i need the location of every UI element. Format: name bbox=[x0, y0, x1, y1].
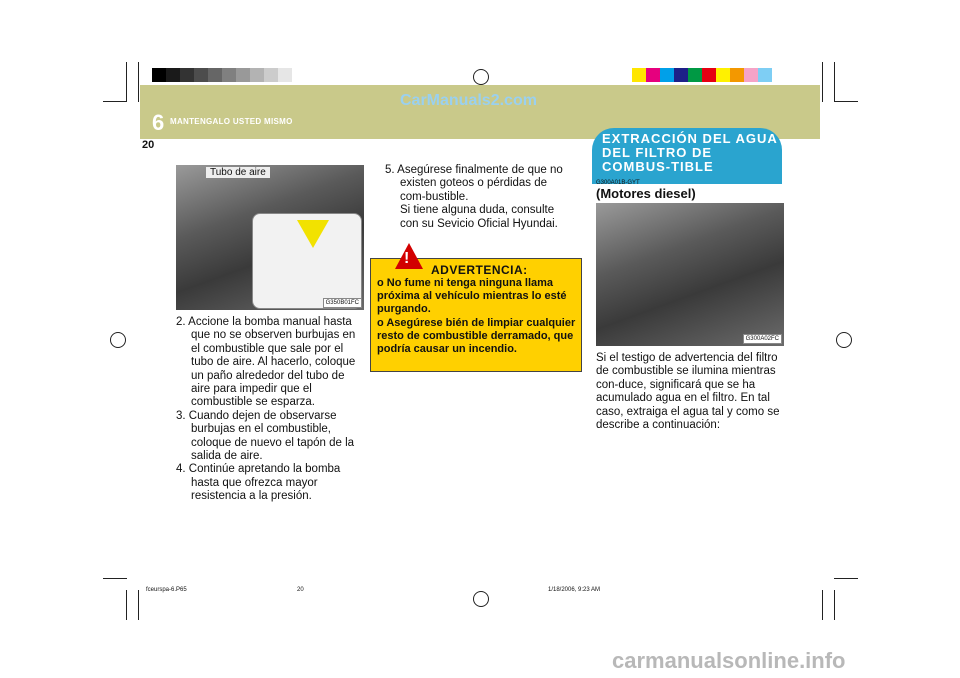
crop-mark bbox=[126, 590, 127, 620]
step-3: 3. Cuando dejen de observarse burbujas en el combustible, coloque de nuevo el tapón de la salida de aire. bbox=[176, 409, 355, 463]
watermark[interactable]: CarManuals2.com bbox=[400, 92, 537, 109]
photo-label: Tubo de aire bbox=[206, 167, 270, 178]
registration-mark-icon bbox=[836, 332, 852, 348]
section-number: 6 bbox=[152, 110, 165, 135]
exclamation-icon: ! bbox=[404, 250, 410, 267]
warning-title: ADVERTENCIA: bbox=[431, 263, 528, 277]
grayscale-bar bbox=[152, 68, 292, 82]
registration-mark-icon bbox=[110, 332, 126, 348]
registration-mark-icon bbox=[473, 591, 489, 607]
engine-photo bbox=[176, 165, 364, 310]
crop-mark bbox=[834, 101, 858, 102]
photo-code: G350B01FC bbox=[323, 298, 362, 308]
crop-mark bbox=[822, 62, 823, 102]
crop-mark bbox=[834, 590, 835, 620]
color-bar bbox=[632, 68, 772, 82]
crop-mark bbox=[834, 578, 858, 579]
photo-code: G300A02FC bbox=[743, 334, 782, 344]
banner-text: EXTRACCIÓN DEL AGUA DEL FILTRO DE COMBUS-TIBLE bbox=[602, 131, 778, 174]
section-subtitle: (Motores diesel) bbox=[596, 186, 696, 201]
crop-mark bbox=[103, 101, 127, 102]
engine-photo-diesel bbox=[596, 203, 784, 346]
registration-mark-icon bbox=[473, 69, 489, 85]
footer-timestamp: 1/18/2006, 9:23 AM bbox=[548, 587, 601, 593]
warning-item-1: o No fume ni tenga ninguna llama próxima al vehículo mientras lo esté purgando. bbox=[377, 277, 567, 316]
crop-mark bbox=[834, 62, 835, 102]
warning-item-2: o Asegúrese bién de limpiar cualquier resto de combustible derramado, que podría causar un incendio. bbox=[377, 317, 576, 356]
crop-mark bbox=[126, 62, 127, 102]
section-title: MANTENGALO USTED MISMO bbox=[170, 117, 293, 126]
footer-watermark[interactable]: carmanualsonline.info bbox=[612, 648, 846, 673]
step-4: 4. Continúe apretando la bomba hasta que ofrezca mayor resistencia a la presión. bbox=[176, 463, 341, 503]
step-5-note: Si tiene alguna duda, consulte con su Sevicio Oficial Hyundai. bbox=[400, 204, 558, 230]
page-number: 20 bbox=[140, 139, 168, 155]
crop-mark bbox=[822, 590, 823, 620]
right-body: Si el testigo de advertencia del filtro de combustible se ilumina mientras con-duce, significará que se ha acumulado agua en el filtro. En tal caso, extraiga el agua tal y como se describe a continuación: bbox=[596, 352, 780, 432]
crop-mark bbox=[103, 578, 127, 579]
footer-file: fceurspa-6.P65 bbox=[146, 587, 187, 593]
section-code: G300A01B-GYT bbox=[596, 180, 640, 186]
crop-mark bbox=[138, 62, 139, 102]
step-5-block bbox=[385, 164, 575, 231]
warning-box bbox=[370, 258, 582, 372]
inset-photo bbox=[252, 213, 362, 309]
footer-page: 20 bbox=[297, 587, 304, 593]
arrow-icon bbox=[297, 220, 329, 248]
crop-mark bbox=[138, 590, 139, 620]
step-5: 5. Asegúrese finalmente de que no existen goteos o pérdidas de com-bustible. bbox=[385, 164, 563, 203]
step-2: 2. Accione la bomba manual hasta que no se observen burbujas en el combustible que sale por el tubo de aire. Al hacerlo, coloque un paño alrededor del tubo de aire para impedir que el combustible se esparza. bbox=[176, 316, 356, 409]
steps-list bbox=[176, 316, 364, 504]
